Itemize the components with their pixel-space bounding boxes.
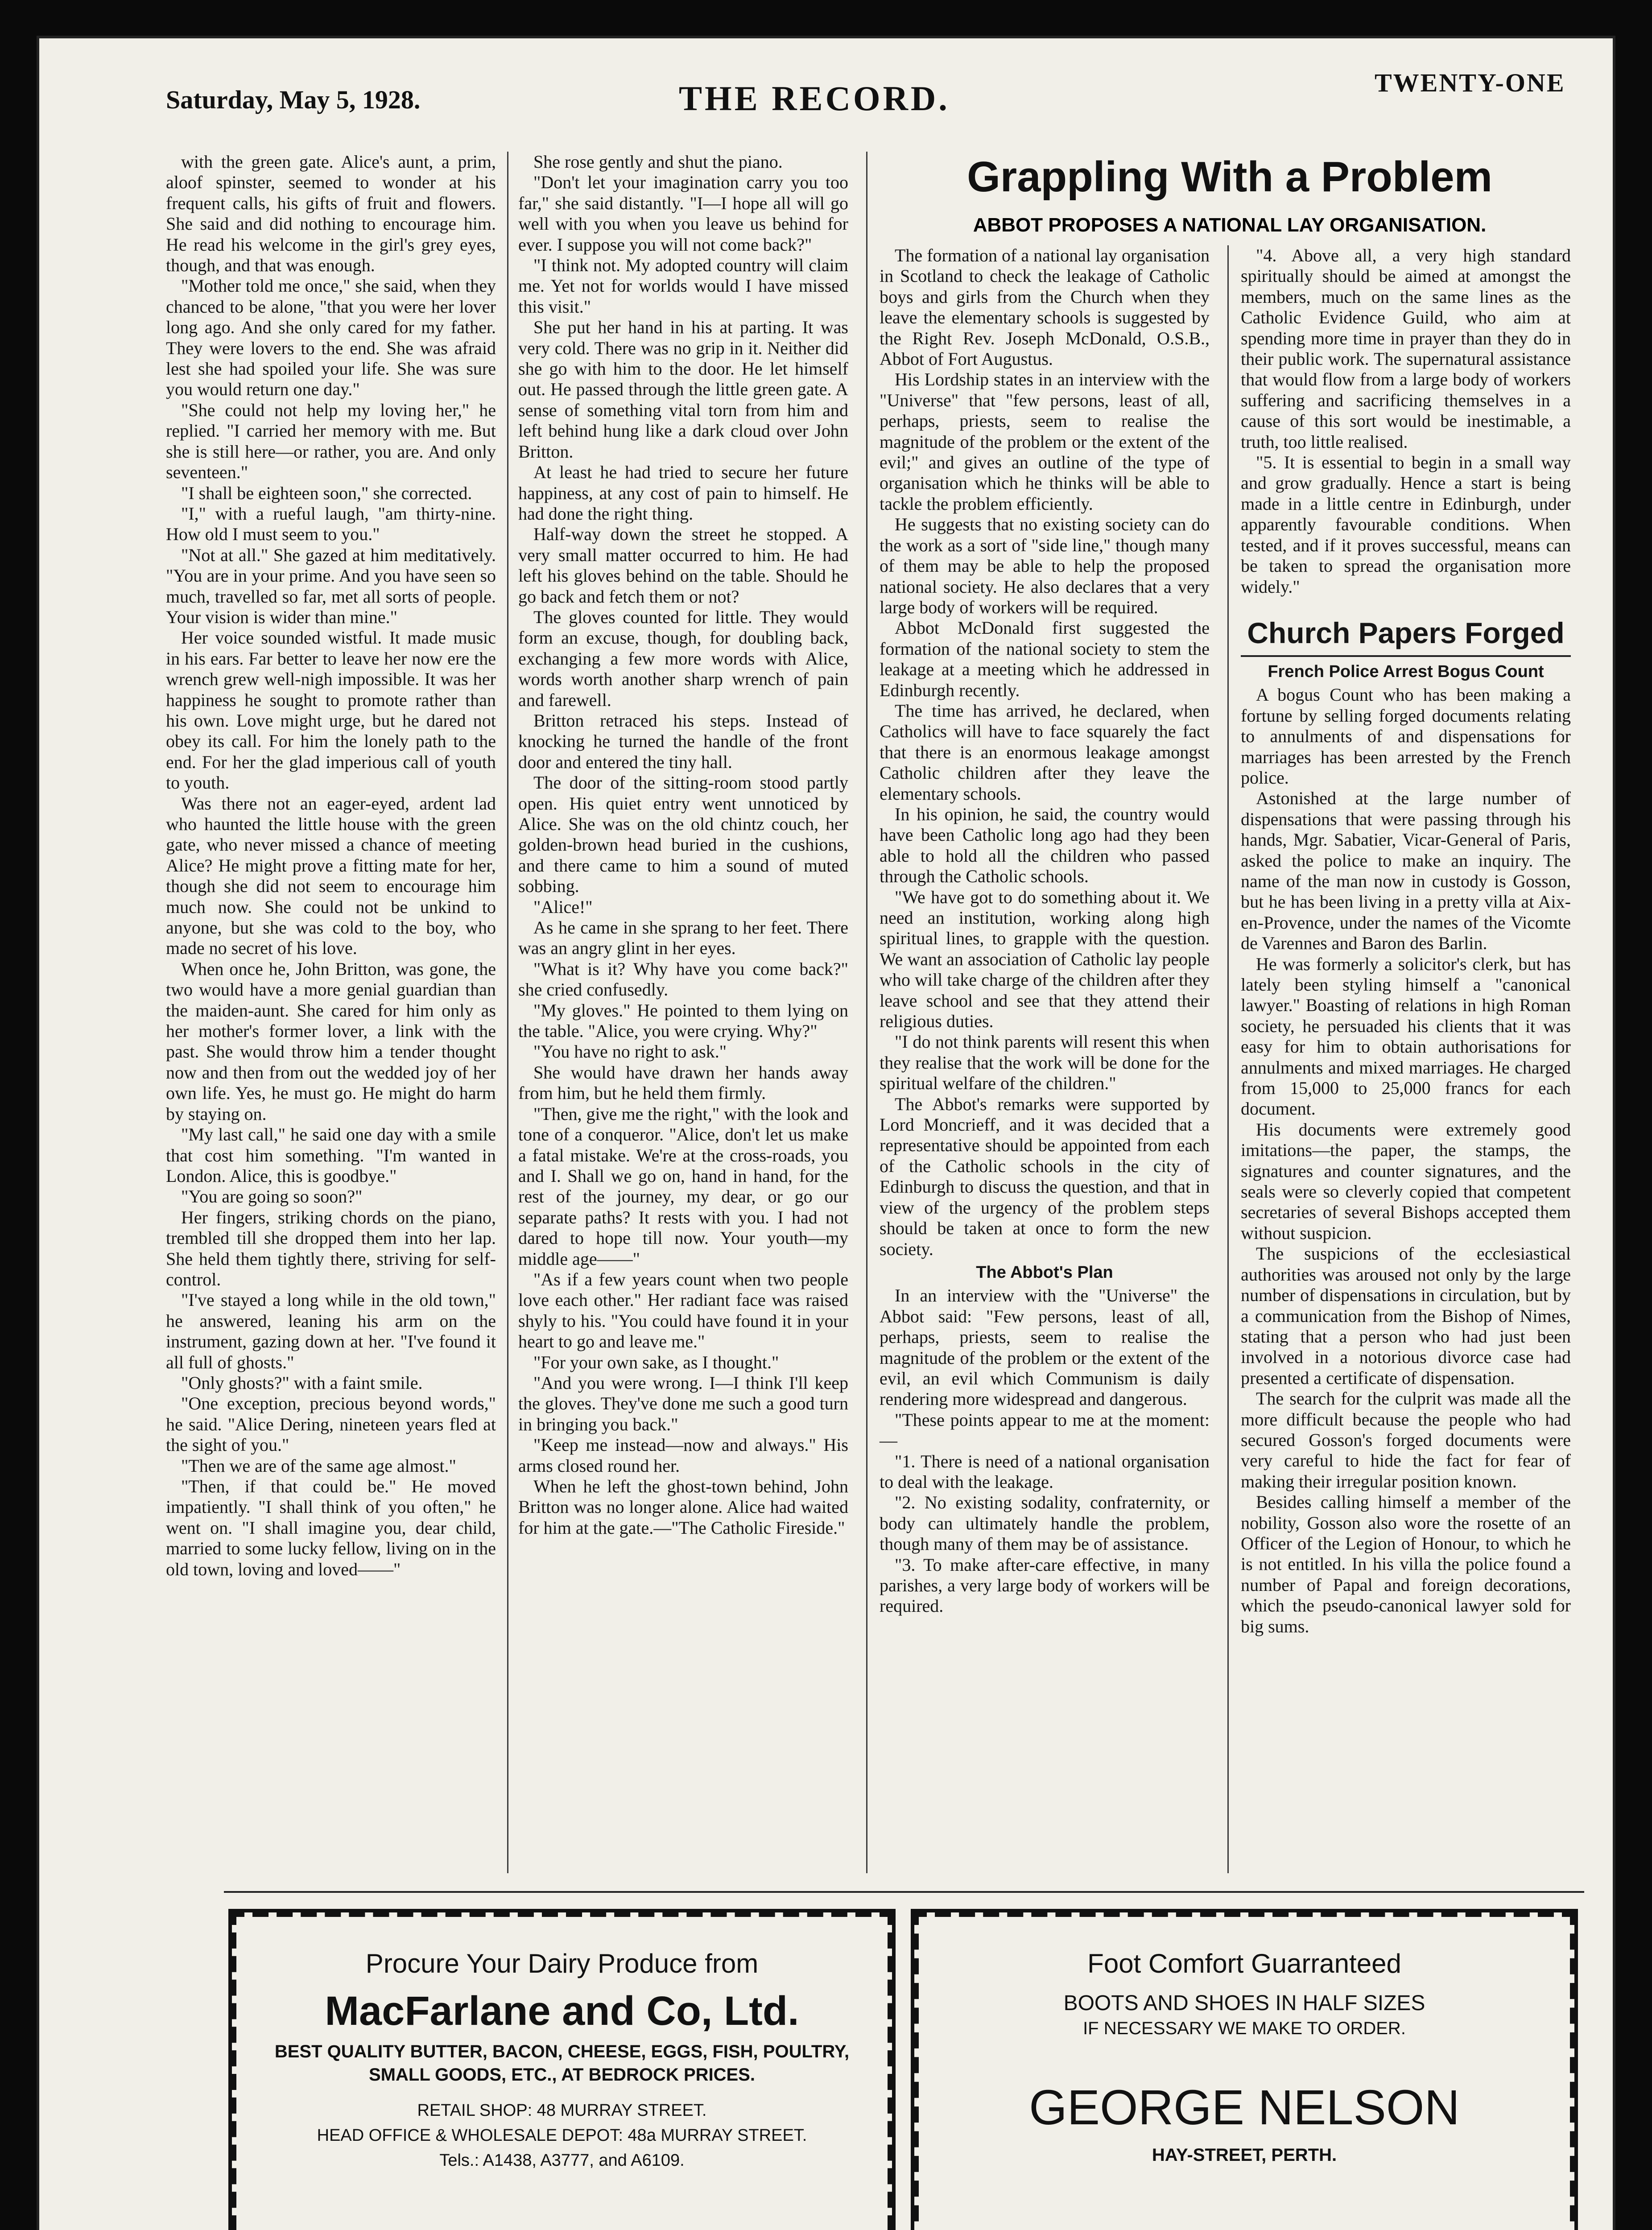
ad-nelson (911, 1909, 1578, 2230)
paragraph: As he came in she sprang to her feet. There was an angry glint in her eyes. (518, 917, 848, 958)
paragraph: A bogus Count who has been making a fortune by selling forged documents relating to annulments of and dispensations for marriages has been arrested by the French police. (1241, 685, 1571, 788)
paragraph: She rose gently and shut the piano. (533, 152, 783, 172)
paragraph: "1. There is need of a national organisation to deal with the leakage. (880, 1451, 1210, 1492)
column-rule (507, 152, 508, 1873)
paragraph: The search for the culprit was made all the more difficult because the people who had secured Gosson's forged documents were very careful to hide the fact for fear of making their irregular position known. (1241, 1388, 1571, 1491)
ad-macfarlane (228, 1909, 896, 2230)
paragraph: "As if a few years count when two people love each other." Her radiant face was raised shyly to his. "You could have found it in your heart to go and leave me." (518, 1269, 848, 1352)
paragraph: "What is it? Why have you come back?" she cried confusedly. (518, 958, 848, 1000)
paragraph: She put her hand in his at parting. It was very cold. There was no grip in it. Neither did she go with him to the door. He let himself out. He passed through the little green gate. A sense of something vital torn from him and left behind hung like a dark cloud over John Britton. (518, 317, 848, 462)
paragraph: His documents were extremely good imitations—the paper, the stamps, the signatures and counter signatures, and the seals were so cleverly copied that competent secretaries of several Bishops accepted them without suspicion. (1241, 1119, 1571, 1243)
paragraph: "Then, if that could be." He moved impatiently. "I shall think of you often," he went on. "I shall imagine you, dear child, married to some lucky fellow, living on in the old town, loving and loved——" (166, 1476, 496, 1579)
article-subhead: ABBOT PROPOSES A NATIONAL LAY ORGANISATION. (973, 214, 1487, 236)
ad-nelson-line2: BOOTS AND SHOES IN HALF SIZES (1063, 1991, 1425, 2015)
ad-nelson-name: GEORGE NELSON (1029, 2080, 1460, 2135)
ad-macfarlane-tels: Tels.: A1438, A3777, and A6109. (439, 2151, 685, 2170)
page-number: TWENTY-ONE (1375, 68, 1565, 97)
paragraph: Her voice sounded wistful. It made music in his ears. Far better to leave her now ere the wrench grew well-nigh impossible. It was her happiness he sought to promote rather than his own. Love might urge, but he dared not obey its call. For him the lonely path to the end. For her the glad imperious call of youth to youth. (166, 628, 496, 793)
story-column-1 (166, 152, 496, 1580)
article-headline: Grappling With a Problem (967, 153, 1492, 201)
paragraph: "2. No existing sodality, confraternity, or body can ultimately handle the problem, though many of them may be of assistance. (880, 1492, 1210, 1554)
paragraph: When he left the ghost-town behind, John Britton was no longer alone. Alice had waited for him at the gate.—"The Catholic Fireside." (518, 1476, 848, 1538)
ad-macfarlane-detail: BEST QUALITY BUTTER, BACON, CHEESE, EGGS, FISH, POULTRY, SMALL GOODS, ETC., AT BEDROCK PRICES. (274, 2042, 850, 2085)
paragraph: The Abbot's remarks were supported by Lord Moncrieff, and it was decided that a representative should be appointed from each of the Catholic schools in the city of Edinburgh to discuss the question, and that in view of the urgency of the problem steps should be taken at once to form the new society. (880, 1094, 1210, 1259)
paragraph: In his opinion, he said, the country would have been Catholic long ago had they been able to hold all the children who passed through the Catholic schools. (880, 804, 1210, 887)
paragraph: "We have got to do something about it. We need an institution, working along high spiritual lines, to grapple with the question. We want an association of Catholic lay people who will take charge of the children after they leave school and see that they attend their religious duties. (880, 887, 1210, 1032)
paragraph: "I've stayed a long while in the old town," he answered, leaning his arm on the instrument, gazing down at her. "I've found it all full of ghosts." (166, 1290, 496, 1372)
paragraph: "I," with a rueful laugh, "am thirty-nine. How old I must seem to you." (166, 503, 496, 545)
ad-nelson-tagline: Foot Comfort Guarranteed (1087, 1949, 1401, 1978)
paragraph: Britton retraced his steps. Instead of knocking he turned the handle of the front door and entered the tiny hall. (518, 710, 848, 772)
ad-nelson-line3: IF NECESSARY WE MAKE TO ORDER. (1083, 2019, 1406, 2038)
paragraph: "She could not help my loving her," he replied. "I carried her memory with me. But she is still here—or rather, you are. And only seventeen." (166, 400, 496, 483)
paragraph: He was formerly a solicitor's clerk, but has lately been styling himself a "canonical lawyer." Boasting of relations in high Roman society, he persuaded his clients that it was easy for him to obtain authorisations for annulments and mixed marriages. He charged from 15,000 to 25,000 francs for each document. (1241, 954, 1571, 1119)
paragraph: The gloves counted for little. They would form an excuse, though, for doubling back, exchanging a few more words with Alice, words worth another sharp wrench of pain and farewell. (518, 607, 848, 710)
section-heading: The Abbot's Plan (976, 1263, 1113, 1282)
paragraph: The time has arrived, he declared, when Catholics will have to face squarely the fact that there is an enormous leakage amongst Catholic children after they leave the elementary schools. (880, 700, 1210, 804)
paragraph: Abbot McDonald first suggested the formation of the national society to stem the leakage at a meeting which he addressed in Edinburgh recently. (880, 618, 1210, 700)
paragraph: She would have drawn her hands away from him, but he held them firmly. (518, 1062, 848, 1103)
paragraph: "My gloves." He pointed to them lying on the table. "Alice, you were crying. Why?" (518, 1000, 848, 1041)
paragraph: "Not at all." She gazed at him meditatively. "You are in your prime. And you have seen so much, travelled so far, met all sorts of people. Your vision is wider than mine." (166, 545, 496, 627)
forgery-subhead: French Police Arrest Bogus Count (1268, 662, 1544, 681)
paragraph: Half-way down the street he stopped. A very small matter occurred to him. He had left his gloves behind on the table. Should he go back and fetch them or not? (518, 524, 848, 607)
ad-nelson-address: HAY-STREET, PERTH. (1152, 2145, 1337, 2165)
paragraph: When once he, John Britton, was gone, the two would have a more genial guardian than the maiden-aunt. She cared for him only as her mother's former lover, a link with the past. She would throw him a tender thought now and then from out the wedded joy of her own life. Yes, he must go. He might do harm by staying on. (166, 958, 496, 1124)
paragraph: "Keep me instead—now and always." His arms closed round her. (518, 1435, 848, 1476)
paragraph: Besides calling himself a member of the nobility, Gosson also wore the rosette of an Officer of the Legion of Honour, to which he is not entitled. In his villa the police found a number of Papal and foreign decorations, which the pseudo-canonical lawyer sold for big sums. (1241, 1492, 1571, 1636)
column-rule (1227, 245, 1229, 1873)
paragraph: "3. To make after-care effective, in many parishes, a very large body of workers will be required. (880, 1554, 1210, 1616)
paragraph: His Lordship states in an interview with the "Universe" that "few persons, least of all, perhaps, priests, seem to realise the magnitude of the problem or the extent of the evil;" and gives an outline of the type of organisation which he thinks will be able to tackle the problem efficiently. (880, 369, 1210, 514)
ad-macfarlane-retail: RETAIL SHOP: 48 MURRAY STREET. (417, 2101, 707, 2120)
paragraph: "Then, give me the right," with the look and tone of a conqueror. "Alice, don't let us make a fatal mistake. We're at the cross-roads, you and I. Shall we go on, hand in hand, for the rest of the journey, my dear, or go our separate paths? It rests with you. I had not dared to hope till now. Your youth—my middle age——" (518, 1103, 848, 1269)
ad-macfarlane-head: HEAD OFFICE & WHOLESALE DEPOT: 48a MURRAY STREET. (317, 2126, 807, 2145)
masthead: THE RECORD. (679, 79, 950, 118)
paragraph: "My last call," he said one day with a smile that cost him something. "I'm wanted in London. Alice, this is goodbye." (166, 1124, 496, 1186)
paragraph: "Then we are of the same age almost." (181, 1455, 456, 1476)
paragraph: "Alice!" (533, 896, 593, 917)
newspaper-page (37, 36, 1615, 2230)
paragraph: "4. Above all, a very high standard spiritually should be aimed at amongst the members, much on the same lines as the Catholic Evidence Guild, who aim at spending more time in prayer than they do in their public work. The supernatural assistance that would flow from a large body of workers suffering and sacrificing themselves in a cause of this sort would be inestimable, a truth, too little realised. (1241, 245, 1571, 452)
paragraph: "One exception, precious beyond words," he said. "Alice Dering, nineteen years fled at the sight of you." (166, 1393, 496, 1455)
article-column-2 (1241, 245, 1571, 1637)
paragraph: The formation of a national lay organisation in Scotland to check the leakage of Catholic boys and girls from the Church when they leave the elementary schools is suggested by the Right Rev. Joseph McDonald, O.S.B., Abbot of Fort Augustus. (880, 245, 1210, 369)
paragraph: "Don't let your imagination carry you too far," she said distantly. "I—I hope all will go well with you when you leave us behind for ever. I suppose you will not come back?" (518, 172, 848, 255)
paragraph: He suggests that no existing society can do the work as a sort of "side line," though many of them may be able to help the proposed national society. He also declares that a very large body of workers will be required. (880, 514, 1210, 617)
paragraph: "I shall be eighteen soon," she corrected. (181, 483, 472, 503)
paragraph: In an interview with the "Universe" the Abbot said: "Few persons, least of all, perhaps, priests, seem to realise the magnitude of the problem or the extent of the evil, an evil which Communism is daily rendering more widespread and dangerous. (880, 1285, 1210, 1409)
paragraph: "Mother told me once," she said, when they chanced to be alone, "that you were her lover long ago. And she only cared for my father. They were lovers to the end. She was afraid lest she had spoiled your life. She was sure you would return one day." (166, 276, 496, 400)
paragraph: The door of the sitting-room stood partly open. His quiet entry went unnoticed by Alice. She was on the old chintz couch, her golden-brown head buried in the cushions, and there came to him a sound of muted sobbing. (518, 772, 848, 896)
ad-macfarlane-name: MacFarlane and Co, Ltd. (325, 1988, 799, 2034)
paragraph: At least he had tried to secure her future happiness, at any cost of pain to himself. He had done the right thing. (518, 462, 848, 524)
column-rule (866, 152, 867, 1873)
paragraph: "For your own sake, as I thought." (533, 1352, 779, 1372)
paragraph: "I do not think parents will resent this when they realise that the work will be done for the spiritual welfare of the children." (880, 1032, 1210, 1094)
article-column-1 (880, 245, 1210, 1617)
paragraph: "And you were wrong. I—I think I'll keep the gloves. They've done me such a good turn in bringing you back." (518, 1372, 848, 1434)
paragraph: "I think not. My adopted country will claim me. Yet not for worlds would I have missed this visit." (518, 255, 848, 317)
paragraph: with the green gate. Alice's aunt, a prim, aloof spinster, seemed to wonder at his frequent calls, his gifts of fruit and flowers. She said and did nothing to encourage him. He read his welcome in the girl's grey eyes, though, and that was enough. (166, 152, 496, 276)
paragraph: "Only ghosts?" with a faint smile. (181, 1372, 423, 1393)
story-column-2 (518, 152, 848, 1538)
paragraph: "5. It is essential to begin in a small way and grow gradually. Hence a start is being made in a little centre in Edinburgh, under apparently favourable conditions. When tested, and if it proves successful, means can be taken to spread the organisation more widely." (1241, 452, 1571, 597)
paragraph: The suspicions of the ecclesiastical authorities was aroused not only by the large number of dispensations in circulation, but by a communication from the Bishop of Nimes, stating that a person who had just been involved in a notorious divorce case had presented a certificate of dispensation. (1241, 1243, 1571, 1388)
paragraph: Astonished at the large number of dispensations that were passing through his hands, Mgr. Sabatier, Vicar-General of Paris, asked the police to make an inquiry. The name of the man now in custody is Gosson, but he has been living in a pretty villa at Aix-en-Provence, under the names of the Vicomte de Varennes and Baron des Barlin. (1241, 788, 1571, 954)
paragraph: Was there not an eager-eyed, ardent lad who haunted the little house with the green gate, who never missed a chance of meeting Alice? He might prove a fitting mate for her, though she did not seem to encourage him much now. She could not be unkind to anyone, but she was cold to the boy, who made no secret of his love. (166, 793, 496, 958)
paragraph: "You have no right to ask." (533, 1041, 727, 1062)
ad-rule (224, 1891, 1584, 1893)
forgery-headline: Church Papers Forged (1241, 615, 1571, 657)
issue-date: Saturday, May 5, 1928. (166, 85, 421, 114)
ad-macfarlane-tagline: Procure Your Dairy Produce from (365, 1949, 759, 1978)
paragraph: Her fingers, striking chords on the piano, trembled till she dropped them into her lap. She held them tightly there, striving for self-control. (166, 1207, 496, 1289)
paragraph: "You are going so soon?" (181, 1186, 363, 1207)
paragraph: "These points appear to me at the moment:— (880, 1409, 1210, 1451)
